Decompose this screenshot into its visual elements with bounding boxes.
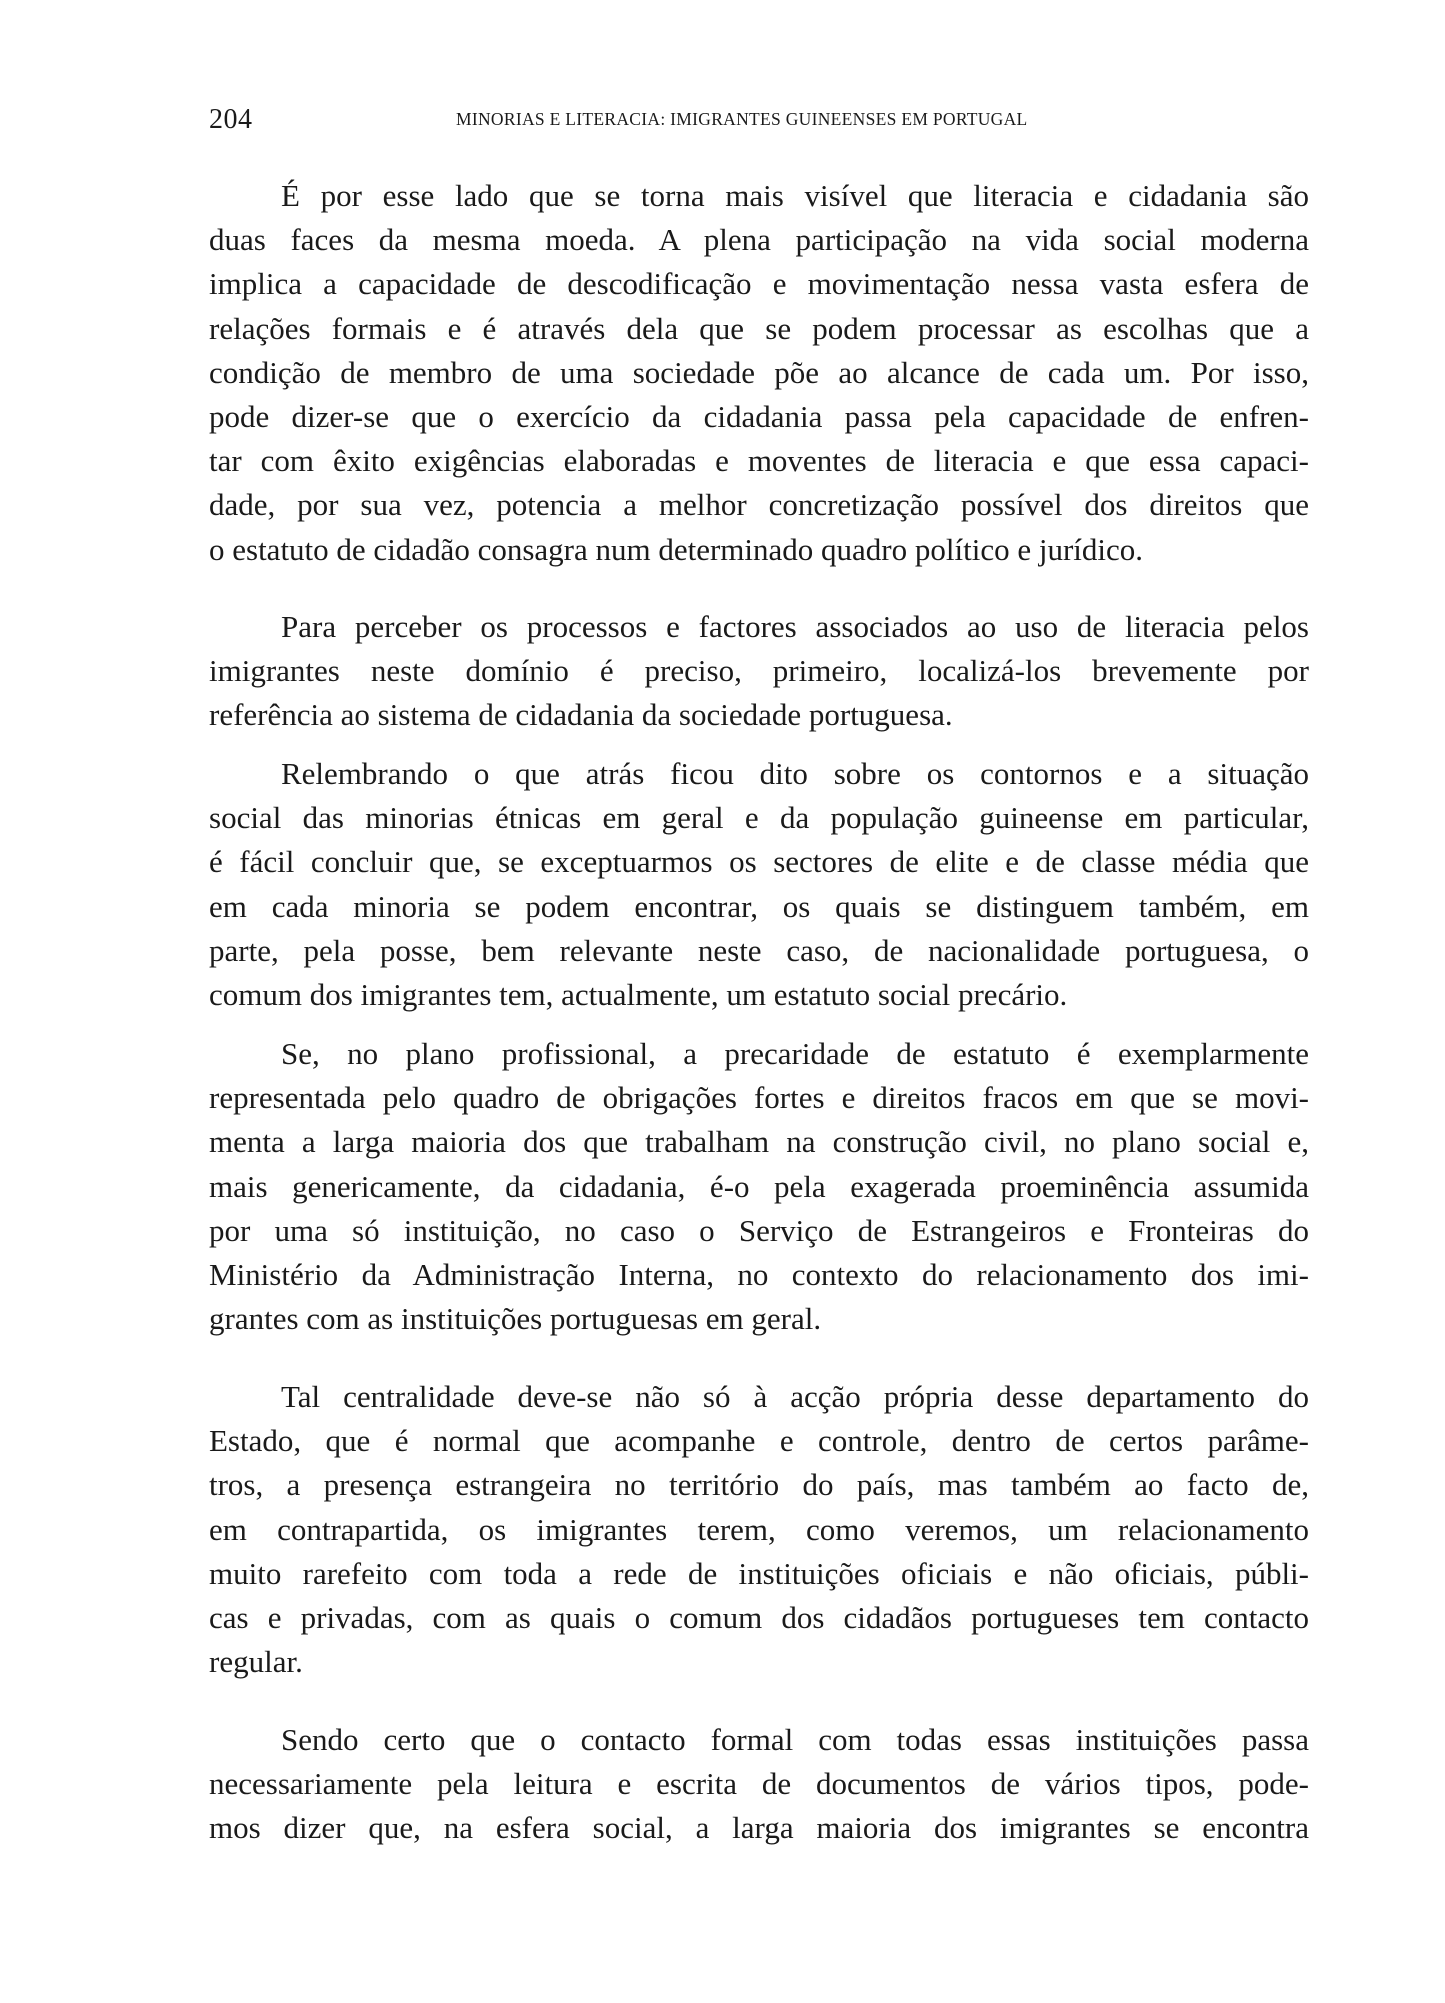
text-line: em contrapartida, os imigrantes terem, como veremos, um relacionamento xyxy=(209,1511,1309,1547)
text-line: Sendo certo que o contacto formal com todas essas instituições passa xyxy=(281,1722,1309,1757)
text-line: menta a larga maioria dos que trabalham na construção civil, no plano social e, xyxy=(209,1124,1309,1160)
text-line: tros, a presença estrangeira no território do país, mas também ao facto de, xyxy=(209,1467,1309,1503)
text-line: mos dizer que, na esfera social, a larga maioria dos imigrantes se encontra xyxy=(209,1810,1309,1846)
text-line: tar com êxito exigências elaboradas e moventes de literacia e que essa capaci- xyxy=(209,443,1309,479)
page-number: 204 xyxy=(209,104,253,135)
text-line: regular. xyxy=(209,1644,303,1680)
text-line: referência ao sistema de cidadania da sociedade portuguesa. xyxy=(209,697,953,733)
text-line: parte, pela posse, bem relevante neste caso, de nacionalidade portuguesa, o xyxy=(209,932,1309,968)
text-line: social das minorias étnicas em geral e da população guineense em particular, xyxy=(209,800,1309,836)
text-line: Ministério da Administração Interna, no contexto do relacionamento dos imi- xyxy=(209,1256,1309,1292)
body-paragraph xyxy=(209,605,1309,738)
body-paragraph xyxy=(209,174,1309,572)
text-line: cas e privadas, com as quais o comum dos cidadãos portugueses tem contacto xyxy=(209,1599,1309,1635)
text-line: É por esse lado que se torna mais visível que literacia e cidadania são xyxy=(281,178,1309,213)
text-line: em cada minoria se podem encontrar, os quais se distinguem também, em xyxy=(209,888,1309,924)
text-line: representada pelo quadro de obrigações fortes e direitos fracos em que se movi- xyxy=(209,1080,1309,1116)
text-line: Estado, que é normal que acompanhe e controle, dentro de certos parâme- xyxy=(209,1423,1309,1459)
text-line: grantes com as instituições portuguesas em geral. xyxy=(209,1301,822,1337)
body-paragraph xyxy=(209,1718,1309,1851)
text-line: mais genericamente, da cidadania, é-o pela exagerada proeminência assumida xyxy=(209,1168,1309,1204)
text-line: muito rarefeito com toda a rede de instituições oficiais e não oficiais, públi- xyxy=(209,1555,1309,1591)
text-line: Tal centralidade deve-se não só à acção própria desse departamento do xyxy=(281,1379,1309,1414)
running-head: MINORIAS E LITERACIA: IMIGRANTES GUINEENSES EM PORTUGAL xyxy=(456,109,1028,129)
text-line: por uma só instituição, no caso o Serviço de Estrangeiros e Fronteiras do xyxy=(209,1212,1309,1248)
text-line: implica a capacidade de descodificação e movimentação nessa vasta esfera de xyxy=(209,266,1309,302)
text-line: condição de membro de uma sociedade põe ao alcance de cada um. Por isso, xyxy=(209,354,1309,390)
text-line: duas faces da mesma moeda. A plena participação na vida social moderna xyxy=(209,222,1309,258)
text-line: comum dos imigrantes tem, actualmente, um estatuto social precário. xyxy=(209,976,1068,1012)
text-line: é fácil concluir que, se exceptuarmos os sectores de elite e de classe média que xyxy=(209,844,1309,880)
text-line: Relembrando o que atrás ficou dito sobre os contornos e a situação xyxy=(281,756,1309,791)
body-paragraph xyxy=(209,1375,1309,1684)
text-line: pode dizer-se que o exercício da cidadania passa pela capacidade de enfren- xyxy=(209,398,1309,434)
text-line: Se, no plano profissional, a precaridade de estatuto é exemplarmente xyxy=(281,1036,1309,1071)
text-line: imigrantes neste domínio é preciso, primeiro, localizá-los brevemente por xyxy=(209,653,1309,689)
body-paragraph xyxy=(209,1032,1309,1341)
text-line: relações formais e é através dela que se podem processar as escolhas que a xyxy=(209,310,1309,346)
text-line: Para perceber os processos e factores associados ao uso de literacia pelos xyxy=(281,609,1309,644)
text-line: necessariamente pela leitura e escrita de documentos de vários tipos, pode- xyxy=(209,1766,1309,1802)
body-paragraph xyxy=(209,752,1309,1017)
text-line: dade, por sua vez, potencia a melhor concretização possível dos direitos que xyxy=(209,487,1309,523)
text-line: o estatuto de cidadão consagra num determinado quadro político e jurídico. xyxy=(209,531,1144,567)
